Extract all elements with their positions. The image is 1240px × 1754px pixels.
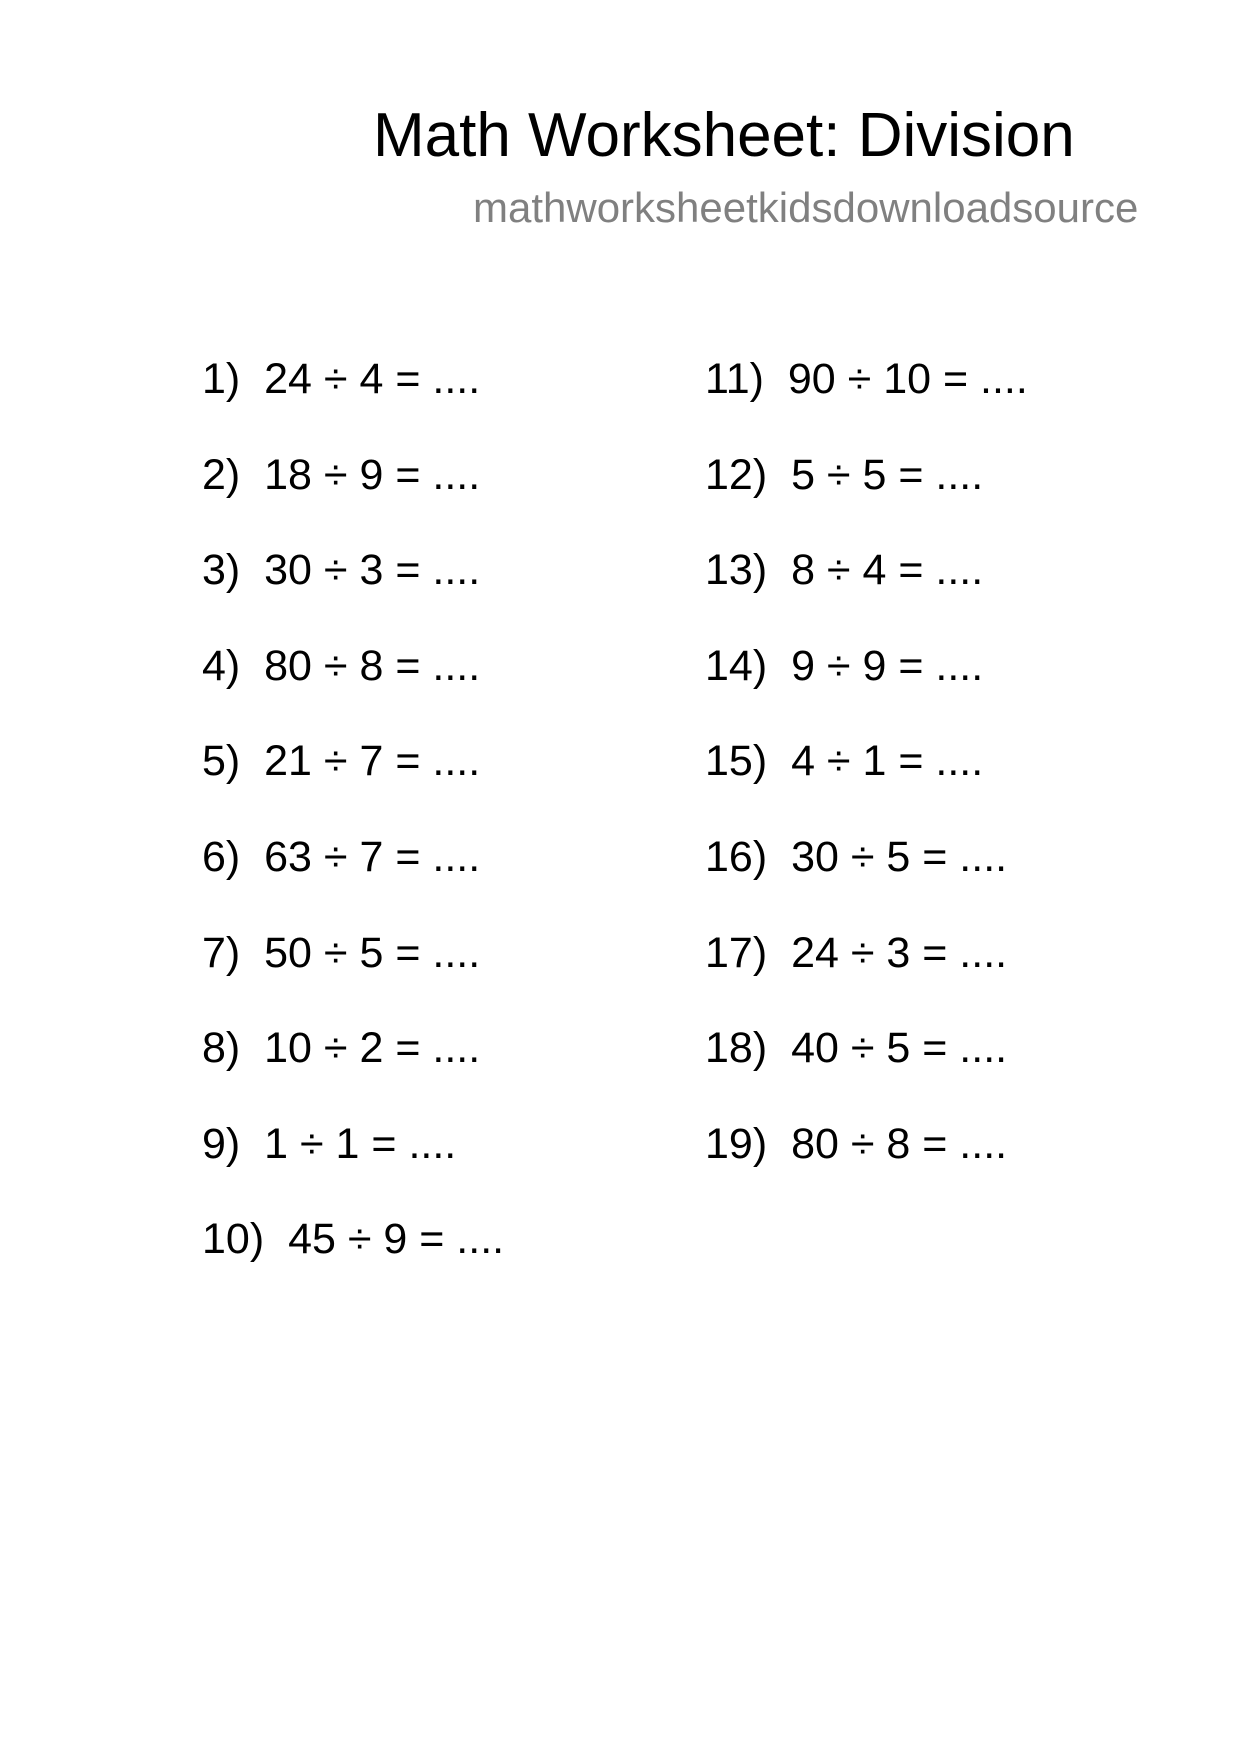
problem-item — [705, 832, 1028, 928]
problem-expression: 1 ÷ 1 = .... — [264, 1119, 457, 1168]
problem-expression: 24 ÷ 3 = .... — [791, 928, 1008, 977]
problem-item — [705, 545, 1028, 641]
problem-expression: 30 ÷ 3 = .... — [264, 546, 481, 595]
problem-item — [705, 1023, 1028, 1119]
problem-item — [202, 928, 504, 1024]
problem-item — [705, 641, 1028, 737]
problem-item — [202, 1119, 504, 1215]
problem-item — [202, 736, 504, 832]
problem-expression: 90 ÷ 10 = .... — [787, 355, 1028, 403]
problem-number: 7) — [202, 928, 241, 977]
problem-expression: 63 ÷ 7 = .... — [264, 832, 481, 881]
problem-expression: 80 ÷ 8 = .... — [264, 641, 481, 690]
problem-column-left — [202, 354, 504, 1310]
problem-expression: 4 ÷ 1 = .... — [791, 737, 984, 786]
problem-item — [202, 545, 504, 641]
problem-number: 17) — [705, 928, 768, 977]
problem-expression: 50 ÷ 5 = .... — [264, 928, 481, 977]
problem-item — [705, 1119, 1028, 1215]
problem-number: 6) — [202, 832, 241, 881]
problem-expression: 9 ÷ 9 = .... — [791, 641, 984, 690]
problem-expression: 8 ÷ 4 = .... — [791, 546, 984, 595]
problem-expression: 10 ÷ 2 = .... — [264, 1024, 481, 1073]
problem-expression: 30 ÷ 5 = .... — [791, 832, 1008, 881]
problem-number: 11) — [705, 355, 764, 403]
problem-number: 19) — [705, 1119, 768, 1168]
problem-number: 18) — [705, 1024, 768, 1073]
problem-expression: 80 ÷ 8 = .... — [791, 1119, 1008, 1168]
worksheet-title: Math Worksheet: Division — [373, 101, 1075, 170]
problem-number: 1) — [202, 355, 241, 403]
problem-number: 4) — [202, 641, 241, 690]
problem-number: 10) — [202, 1215, 265, 1264]
problem-number: 5) — [202, 737, 241, 786]
problem-number: 3) — [202, 546, 241, 595]
problem-expression: 24 ÷ 4 = .... — [264, 355, 481, 403]
problem-item — [202, 354, 504, 450]
problem-expression: 45 ÷ 9 = .... — [288, 1215, 505, 1264]
problem-item — [202, 1214, 504, 1310]
problem-item — [705, 928, 1028, 1024]
problem-item — [705, 450, 1028, 546]
problem-item — [705, 354, 1028, 450]
problem-expression: 5 ÷ 5 = .... — [791, 450, 984, 499]
problem-number: 16) — [705, 832, 768, 881]
problem-number: 2) — [202, 450, 241, 499]
problem-item — [202, 450, 504, 546]
problem-number: 13) — [705, 546, 768, 595]
problem-number: 8) — [202, 1024, 241, 1073]
problem-item — [202, 832, 504, 928]
problem-item — [202, 641, 504, 737]
problem-item — [705, 736, 1028, 832]
problem-expression: 18 ÷ 9 = .... — [264, 450, 481, 499]
problem-number: 12) — [705, 450, 768, 499]
problem-column-right — [705, 354, 1028, 1214]
problem-number: 14) — [705, 641, 768, 690]
problem-number: 9) — [202, 1119, 241, 1168]
problem-expression: 21 ÷ 7 = .... — [264, 737, 481, 786]
problem-item — [202, 1023, 504, 1119]
worksheet-source: mathworksheetkidsdownloadsource — [473, 184, 1139, 231]
problem-number: 15) — [705, 737, 768, 786]
problem-expression: 40 ÷ 5 = .... — [791, 1024, 1008, 1073]
